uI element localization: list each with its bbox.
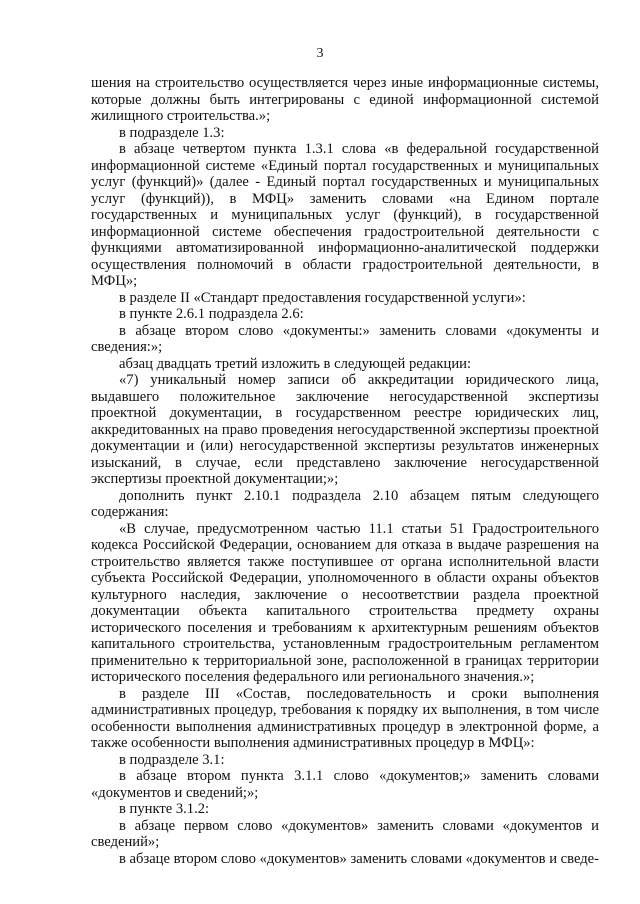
paragraph: в разделе II «Стандарт предоставления государственной услуги»: [119,289,526,306]
paragraph: в разделе III «Состав, последовательность и сроки выполнения административных процедур, требования к порядку их выполнения, в том числе особенности выполнения административных процедур в электронной форме, а также особенности выполнения административных процедур в МФЦ»: [91,685,599,751]
paragraph: в пункте 2.6.1 подраздела 2.6: [119,306,304,322]
paragraph: в абзаце первом слово «документов» заменить словами «документов и сведений»; [91,817,599,850]
paragraph: в абзаце четвертом пункта 1.3.1 слова «в федеральной государственной информационной системе «Единый портал государственных и муниципальных услуг (функций)» (далее - Единый портал государственных и муниципальных услуг (функций)), в МФЦ» заменить словами «на Едином портале государственных и муниципальных услуг (функций), в государственной информационной системе обеспечения градостроительной деятельности с функциями автоматизированной информационно-аналитической поддержки осуществления полномочий в области градостроительной деятельности, в МФЦ»; [91,141,599,289]
paragraph: дополнить пункт 2.10.1 подраздела 2.10 абзацем пятым следующего содержания: [91,487,599,520]
paragraph: «7) уникальный номер записи об аккредитации юридического лица, выдавшего положительное заключение негосударственной экспертизы проектной документации, в государственном реестре юридических лиц, аккредитованных на право проведения негосударственной экспертизы проектной документации и (или) негосударственной экспертизы результатов инженерных изысканий, в случае, если представлено заключение негосударственной экспертизы проектной документации;»; [91,372,599,487]
paragraph: в подразделе 3.1: [119,751,225,768]
paragraph: шения на строительство осуществляется через иные информационные системы, которые должны быть интегрированы с единой информационной системой жилищного строительства.»; [91,75,599,124]
paragraph: в абзаце втором пункта 3.1.1 слово «документов;» заменить словами «документов и сведений;»; [91,768,599,801]
page-number: 3 [316,46,324,61]
paragraph: в пункте 3.1.2: [119,801,210,817]
paragraph: «В случае, предусмотренном частью 11.1 статьи 51 Градостроительного кодекса Российской Федерации, основанием для отказа в выдаче разрешения на строительство является также поступившее от органа исполнительной власти субъекта Российской Федерации, уполномоченного в области охраны объектов культурного наследия, заключение о несоответствии раздела проектной документации объекта капитального строительства предмету охраны исторического поселения и требованиям к архитектурным решениям объектов капитального строительства, установленным градостроительным регламентом применительно к территориальной зоне, расположенной в границах территории исторического поселения федерального или регионального значения.»; [91,520,599,685]
paragraph: абзац двадцать третий изложить в следующей редакции: [119,355,472,372]
paragraph: в абзаце втором слово «документы:» заменить словами «документы и сведения:»; [91,322,599,355]
paragraph: в подразделе 1.3: [119,124,225,141]
paragraph: в абзаце втором слово «документов» заменить словами «документов и сведе- [119,850,599,867]
document-body [91,75,599,867]
